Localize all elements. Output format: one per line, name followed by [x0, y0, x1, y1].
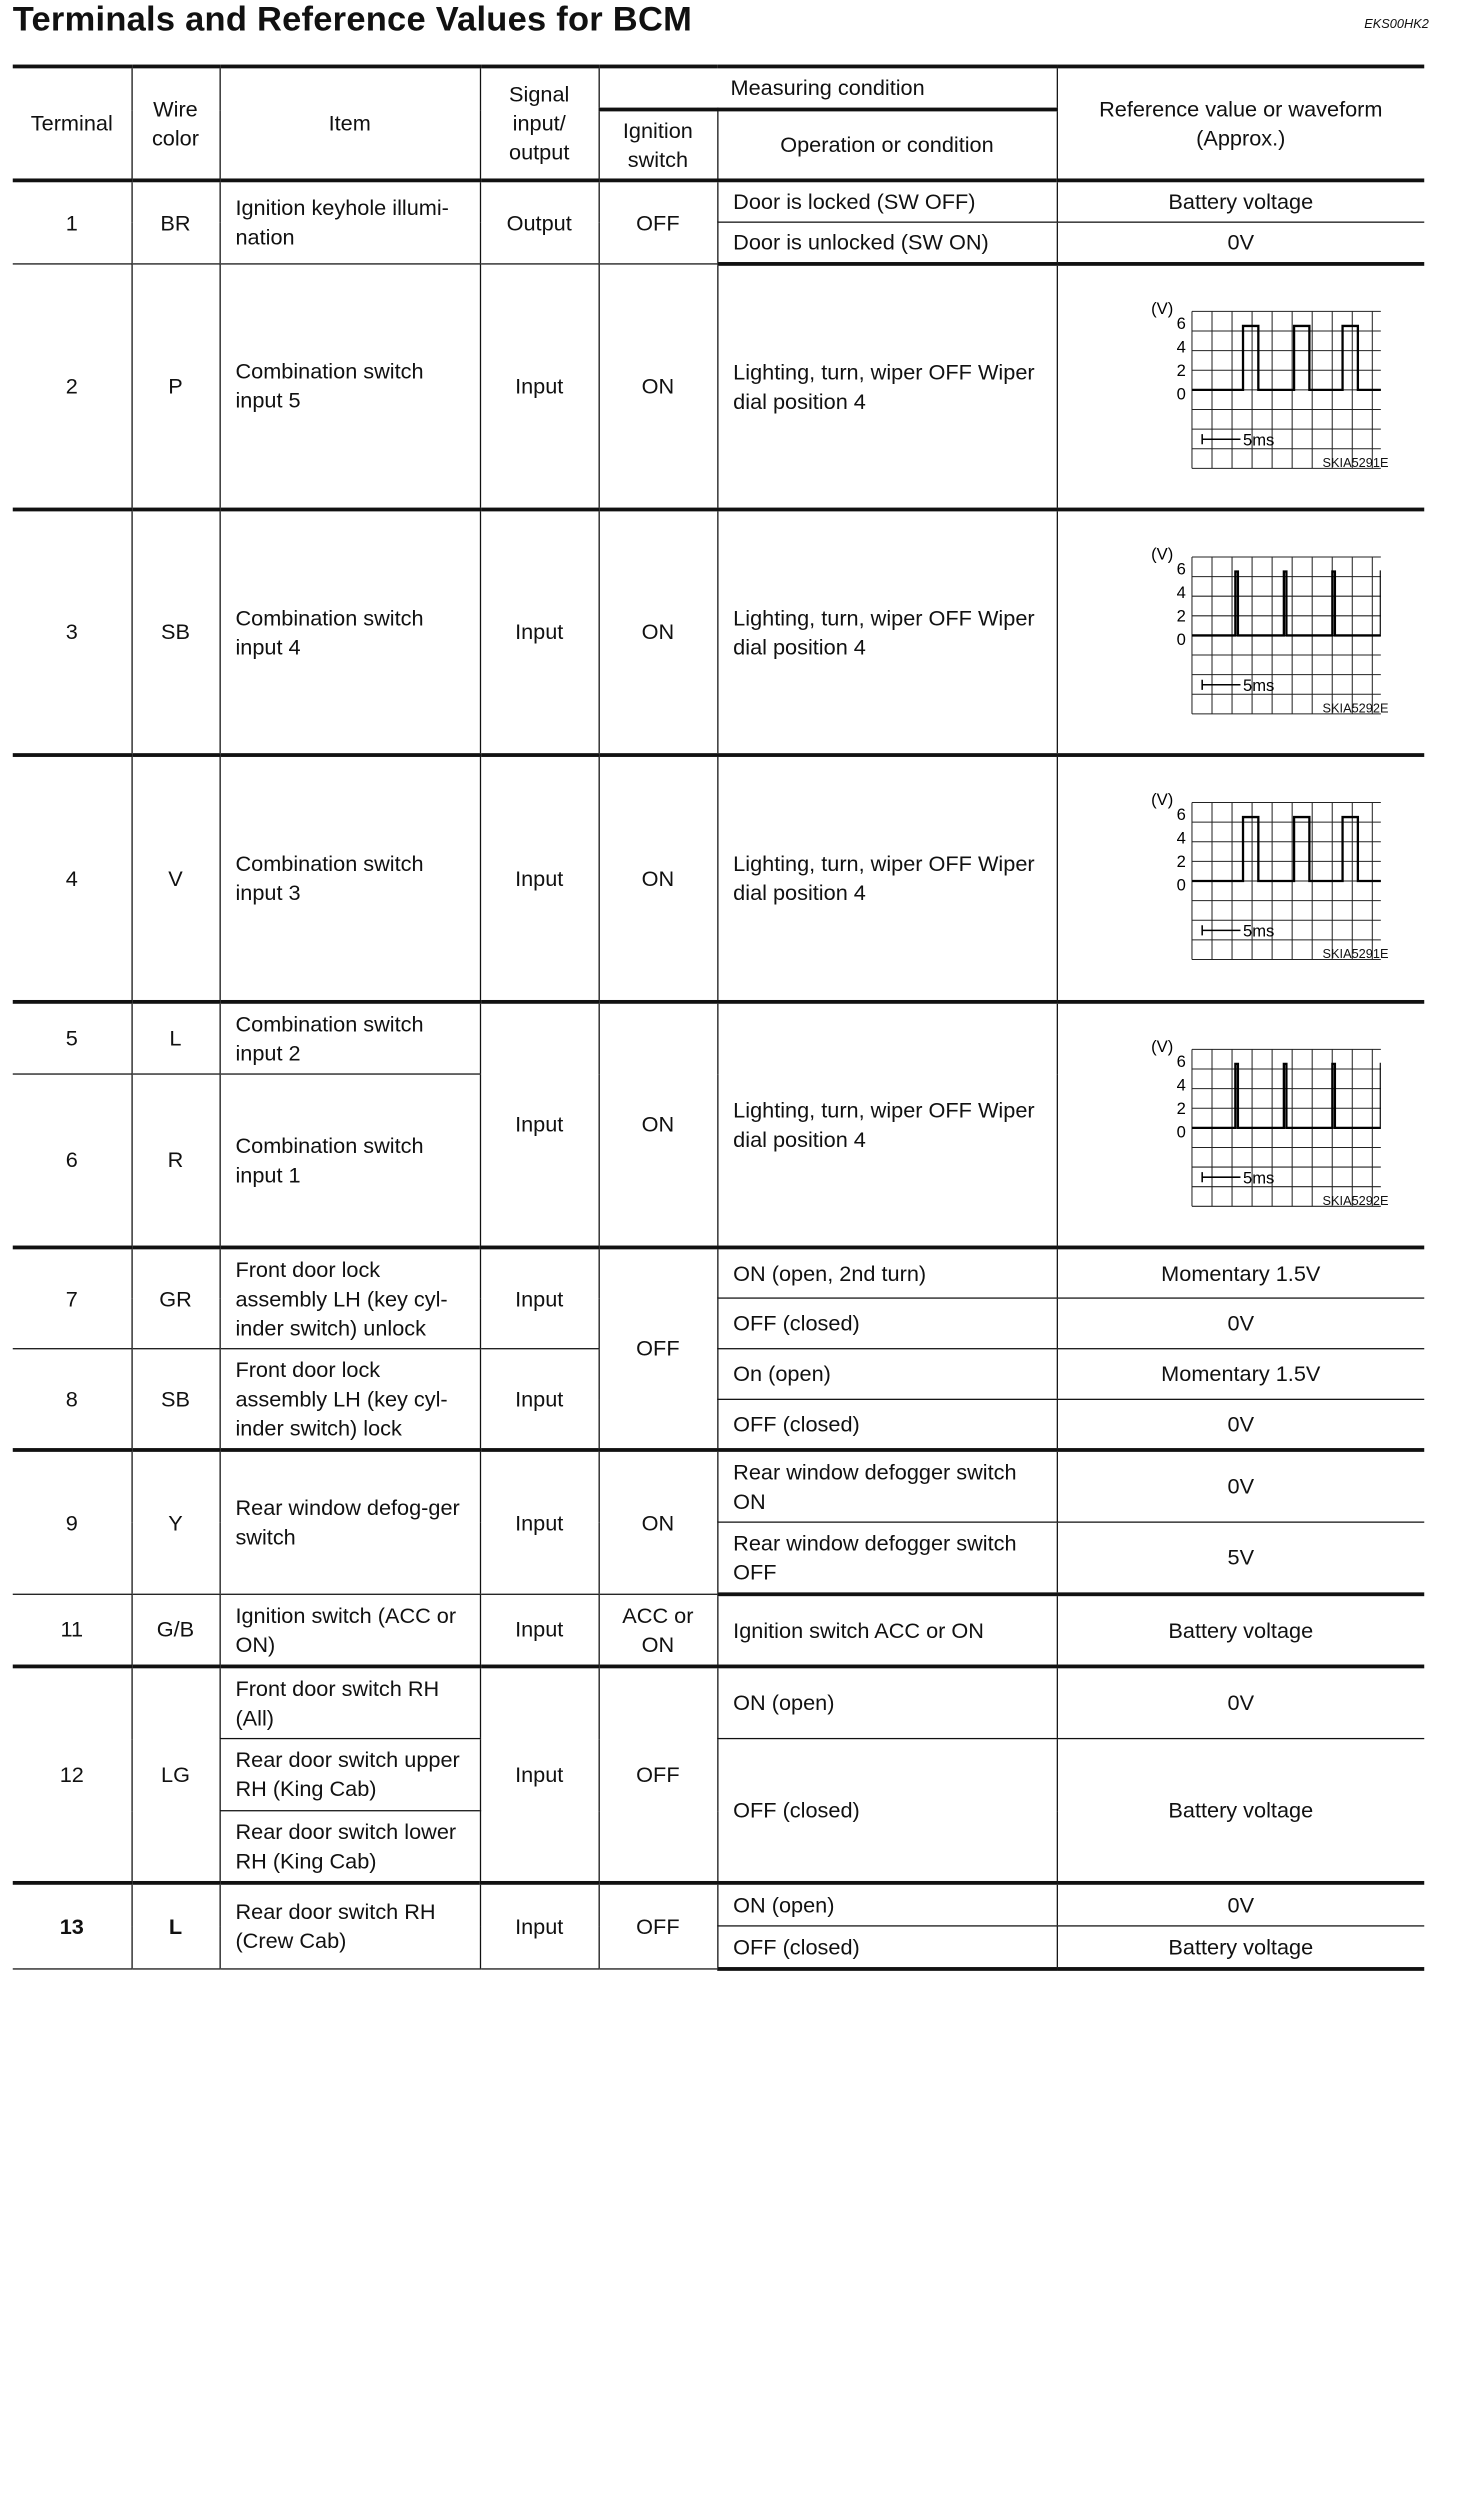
signal-cell: Input [480, 1883, 599, 1969]
axis-unit: (V) [1151, 790, 1174, 810]
wire-color-cell: SB [131, 509, 219, 755]
signal-cell: Input [480, 509, 599, 755]
operation-cell: On (open) [717, 1349, 1056, 1400]
page-title: Terminals and Reference Values for BCM [12, 0, 693, 38]
wire-color-cell: V [131, 755, 219, 1002]
bcm-terminal-table [13, 65, 1424, 1971]
axis-unit: (V) [1151, 543, 1174, 563]
waveform-cell [1057, 1002, 1425, 1248]
terminal-cell: 8 [13, 1349, 132, 1450]
axis-tick-label: 6 [1176, 1051, 1187, 1071]
figure-code: SKIA5292E [1322, 1194, 1389, 1209]
reference-cell: 0V [1057, 1399, 1425, 1450]
time-scale-label: 5ms [1243, 429, 1275, 449]
terminal-cell: 1 [13, 180, 132, 264]
axis-tick-label: 2 [1176, 605, 1187, 625]
terminal-cell: 4 [13, 755, 132, 1002]
axis-tick-label: 0 [1176, 1121, 1187, 1141]
item-cell: Front door lock assembly LH (key cyl-inder switch) unlock [220, 1247, 480, 1348]
wire-color-cell: R [131, 1074, 219, 1247]
waveform-cell [1057, 264, 1425, 510]
reference-cell: 0V [1057, 1450, 1425, 1522]
terminal-cell: 11 [13, 1594, 132, 1666]
reference-cell: Battery voltage [1057, 1739, 1425, 1883]
waveform-figure [1065, 531, 1417, 734]
header-item: Item [220, 66, 480, 180]
header-measuring: Measuring condition [599, 66, 1057, 109]
header-ignition: Ignition switch [599, 109, 718, 180]
axis-tick-label: 4 [1176, 582, 1187, 602]
waveform-figure [1065, 1023, 1417, 1226]
operation-cell: Rear window defogger switch OFF [717, 1522, 1056, 1594]
ignition-cell: OFF [599, 1666, 718, 1882]
time-scale-label: 5ms [1243, 921, 1275, 941]
item-cell: Combination switch input 4 [220, 509, 480, 755]
operation-cell: Rear window defogger switch ON [717, 1450, 1056, 1522]
operation-cell: OFF (closed) [717, 1739, 1056, 1883]
waveform-cell [1057, 509, 1425, 755]
terminal-cell: 5 [13, 1002, 132, 1074]
signal-cell: Input [480, 1349, 599, 1450]
axis-tick-label: 2 [1176, 852, 1187, 872]
terminal-cell: 2 [13, 264, 132, 510]
wire-color-cell: BR [131, 180, 219, 264]
wire-color-cell: SB [131, 1349, 219, 1450]
axis-tick-label: 6 [1176, 559, 1187, 579]
item-cell: Combination switch input 5 [220, 264, 480, 510]
wire-color-cell: P [131, 264, 219, 510]
axis-tick-label: 4 [1176, 828, 1187, 848]
terminal-cell: 7 [13, 1247, 132, 1348]
axis-tick-label: 0 [1176, 875, 1187, 895]
item-cell: Combination switch input 1 [220, 1074, 480, 1247]
wire-color-cell: L [131, 1002, 219, 1074]
item-cell: Front door switch RH (All) [220, 1666, 480, 1738]
axis-tick-label: 4 [1176, 1074, 1187, 1094]
item-cell: Rear door switch upper RH (King Cab) [220, 1739, 480, 1811]
header-signal: Signal input/ output [480, 66, 599, 180]
operation-cell: Lighting, turn, wiper OFF Wiper dial position 4 [717, 509, 1056, 755]
item-cell: Rear window defog-ger switch [220, 1450, 480, 1594]
signal-cell: Input [480, 1666, 599, 1882]
time-scale-label: 5ms [1243, 1167, 1275, 1187]
ignition-cell: ON [599, 1450, 718, 1594]
ignition-cell: ON [599, 755, 718, 1002]
signal-cell: Input [480, 1594, 599, 1666]
signal-cell: Input [480, 264, 599, 510]
wire-color-cell: GR [131, 1247, 219, 1348]
operation-cell: Lighting, turn, wiper OFF Wiper dial position 4 [717, 264, 1056, 510]
reference-cell: Battery voltage [1057, 1594, 1425, 1666]
item-cell: Ignition keyhole illumi-nation [220, 180, 480, 264]
operation-cell: OFF (closed) [717, 1399, 1056, 1450]
operation-cell: Lighting, turn, wiper OFF Wiper dial position 4 [717, 1002, 1056, 1248]
reference-cell: 0V [1057, 222, 1425, 264]
ignition-cell: OFF [599, 1883, 718, 1969]
reference-cell: 0V [1057, 1883, 1425, 1926]
item-cell: Combination switch input 2 [220, 1002, 480, 1074]
signal-cell: Input [480, 755, 599, 1002]
reference-cell: Momentary 1.5V [1057, 1247, 1425, 1298]
axis-unit: (V) [1151, 1036, 1174, 1056]
time-scale-label: 5ms [1243, 675, 1275, 695]
operation-cell: Door is unlocked (SW ON) [717, 222, 1056, 264]
terminal-cell: 3 [13, 509, 132, 755]
waveform-figure [1065, 285, 1417, 488]
axis-tick-label: 0 [1176, 629, 1187, 649]
wire-color-cell: L [131, 1883, 219, 1969]
signal-cell: Input [480, 1002, 599, 1248]
item-cell: Rear door switch RH (Crew Cab) [220, 1883, 480, 1969]
item-cell: Rear door switch lower RH (King Cab) [220, 1811, 480, 1883]
operation-cell: ON (open) [717, 1666, 1056, 1738]
reference-cell: 0V [1057, 1298, 1425, 1349]
wire-color-cell: Y [131, 1450, 219, 1594]
reference-cell: Battery voltage [1057, 180, 1425, 222]
ignition-cell: ON [599, 1002, 718, 1248]
signal-cell: Input [480, 1247, 599, 1348]
axis-unit: (V) [1151, 298, 1174, 318]
axis-tick-label: 6 [1176, 805, 1187, 825]
terminal-cell: 12 [13, 1666, 132, 1882]
wire-color-cell: G/B [131, 1594, 219, 1666]
reference-cell: Battery voltage [1057, 1926, 1425, 1969]
operation-cell: Ignition switch ACC or ON [717, 1594, 1056, 1666]
header-wire-color: Wire color [131, 66, 219, 180]
waveform-figure [1065, 777, 1417, 980]
ignition-cell: ON [599, 264, 718, 510]
signal-cell: Output [480, 180, 599, 264]
axis-tick-label: 4 [1176, 336, 1187, 356]
reference-cell: 5V [1057, 1522, 1425, 1594]
axis-tick-label: 6 [1176, 313, 1187, 333]
waveform-cell [1057, 755, 1425, 1002]
ignition-cell: ON [599, 509, 718, 755]
header-terminal: Terminal [13, 66, 132, 180]
reference-cell: Momentary 1.5V [1057, 1349, 1425, 1400]
operation-cell: ON (open, 2nd turn) [717, 1247, 1056, 1298]
document-code: EKS00HK2 [1364, 17, 1429, 32]
operation-cell: OFF (closed) [717, 1298, 1056, 1349]
ignition-cell: OFF [599, 1247, 718, 1450]
axis-tick-label: 0 [1176, 383, 1187, 403]
header-reference: Reference value or waveform (Approx.) [1057, 66, 1425, 180]
operation-cell: Door is locked (SW OFF) [717, 180, 1056, 222]
operation-cell: OFF (closed) [717, 1926, 1056, 1969]
figure-code: SKIA5291E [1322, 456, 1389, 471]
axis-tick-label: 2 [1176, 1098, 1187, 1118]
figure-code: SKIA5292E [1322, 701, 1389, 716]
item-cell: Ignition switch (ACC or ON) [220, 1594, 480, 1666]
item-cell: Combination switch input 3 [220, 755, 480, 1002]
item-cell: Front door lock assembly LH (key cyl-inder switch) lock [220, 1349, 480, 1450]
header-operation: Operation or condition [717, 109, 1056, 180]
terminal-cell: 9 [13, 1450, 132, 1594]
figure-code: SKIA5291E [1322, 948, 1389, 963]
wire-color-cell: LG [131, 1666, 219, 1882]
operation-cell: ON (open) [717, 1883, 1056, 1926]
ignition-cell: ACC or ON [599, 1594, 718, 1666]
axis-tick-label: 2 [1176, 360, 1187, 380]
terminal-cell: 13 [13, 1883, 132, 1969]
operation-cell: Lighting, turn, wiper OFF Wiper dial position 4 [717, 755, 1056, 1002]
ignition-cell: OFF [599, 180, 718, 264]
signal-cell: Input [480, 1450, 599, 1594]
reference-cell: 0V [1057, 1666, 1425, 1738]
terminal-cell: 6 [13, 1074, 132, 1247]
